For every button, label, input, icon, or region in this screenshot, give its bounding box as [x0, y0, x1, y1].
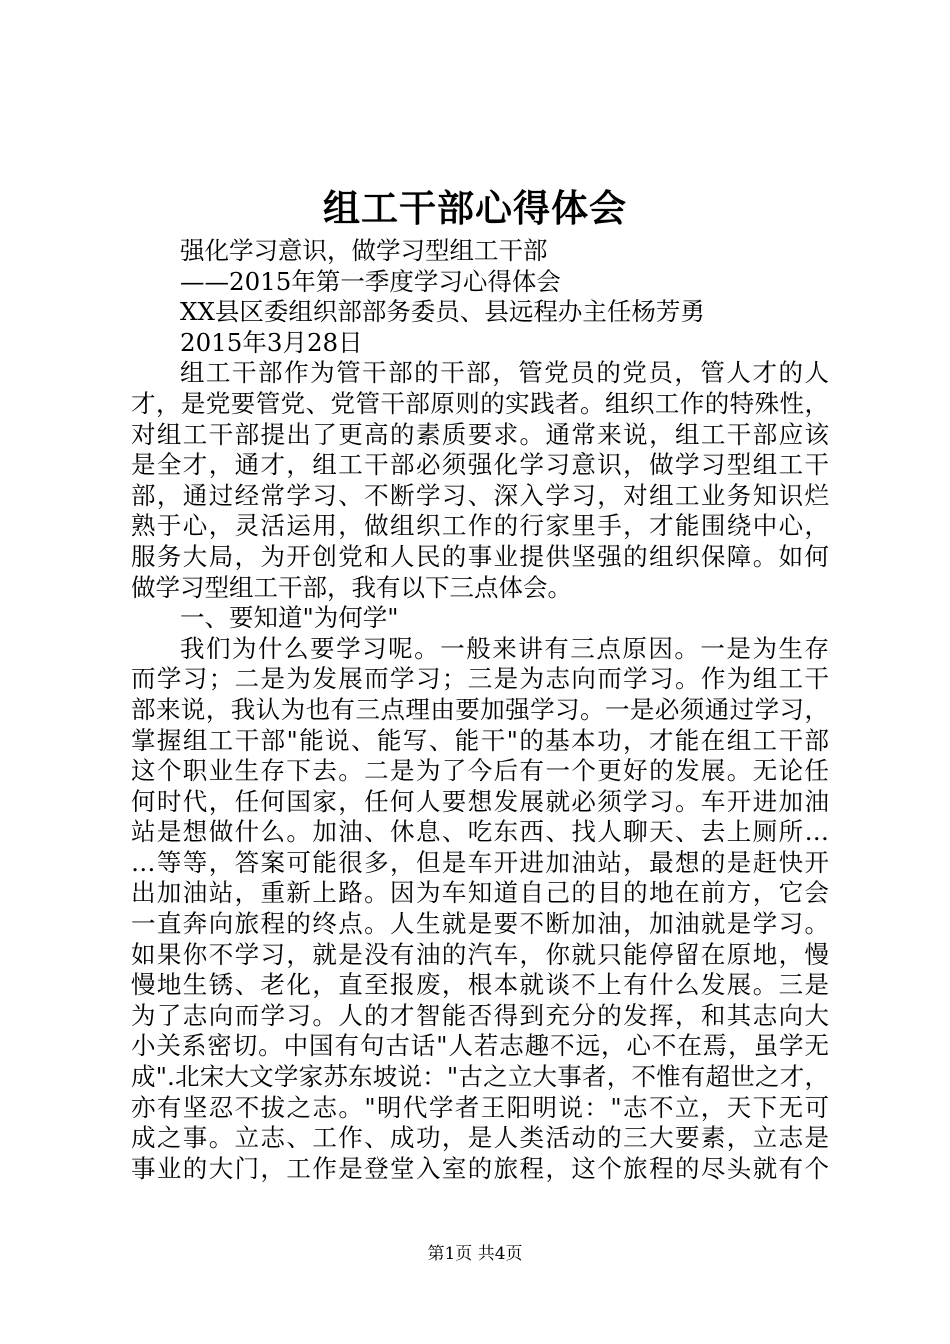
- text-line: 如果你不学习，就是没有油的汽车，你就只能停留在原地，慢: [131, 939, 829, 969]
- text-line: 对组工干部提出了更高的素质要求。通常来说，组工干部应该: [131, 419, 829, 449]
- text-line: 强化学习意识，做学习型组工干部: [180, 236, 548, 265]
- text-line: 这个职业生存下去。二是为了今后有一个更好的发展。无论任: [131, 756, 829, 786]
- page-number: 第1页 共4页: [427, 1244, 523, 1264]
- text-line: 一、要知道"为何学": [180, 603, 399, 633]
- text-line: 成".北宋大文学家苏东坡说："古之立大事者，不惟有超世之才，: [131, 1062, 829, 1092]
- text-line: 部，通过经常学习、不断学习、深入学习，对组工业务知识烂: [131, 480, 829, 510]
- text-line: 亦有坚忍不拔之志。"明代学者王阳明说："志不立，天下无可: [131, 1092, 829, 1122]
- page-title: 组工干部心得体会: [323, 186, 627, 230]
- text-line: 部来说，我认为也有三点理由要加强学习。一是必须通过学习，: [131, 694, 829, 724]
- text-line: 何时代，任何国家，任何人要想发展就必须学习。车开进加油: [131, 786, 829, 816]
- text-line: 为了志向而学习。人的才智能否得到充分的发挥，和其志向大: [131, 1000, 829, 1030]
- text-line: 出加油站，重新上路。因为车知道自己的目的地在前方，它会: [131, 878, 829, 908]
- text-line: 我们为什么要学习呢。一般来讲有三点原因。一是为生存: [180, 633, 829, 663]
- text-line: 而学习；二是为发展而学习；三是为志向而学习。作为组工干: [131, 664, 829, 694]
- text-line: 熟于心，灵活运用，做组织工作的行家里手，才能围绕中心，: [131, 511, 829, 541]
- text-line: 做学习型组工干部，我有以下三点体会。: [131, 572, 572, 602]
- text-line: 掌握组工干部"能说、能写、能干"的基本功，才能在组工干部: [131, 725, 829, 755]
- text-line: 组工干部作为管干部的干部，管党员的党员，管人才的人: [180, 358, 829, 388]
- text-line: XX县区委组织部部务委员、县远程办主任杨芳勇: [180, 297, 705, 327]
- text-line: 小关系密切。中国有句古话"人若志趣不远，心不在焉，虽学无: [131, 1031, 829, 1061]
- text-line: 才，是党要管党、党管干部原则的实践者。组织工作的特殊性，: [131, 388, 829, 418]
- text-line: 慢地生锈、老化，直至报废，根本就谈不上有什么发展。三是: [131, 970, 829, 1000]
- text-line: 事业的大门，工作是登堂入室的旅程，这个旅程的尽头就有个: [131, 1153, 829, 1183]
- text-line: 一直奔向旅程的终点。人生就是要不断加油，加油就是学习。: [131, 909, 829, 939]
- text-line: ——2015年第一季度学习心得体会: [180, 266, 561, 296]
- text-line: 成之事。立志、工作、成功，是人类活动的三大要素，立志是: [131, 1123, 829, 1153]
- text-line: 是全才，通才，组工干部必须强化学习意识，做学习型组工干: [131, 450, 829, 480]
- text-line: 站是想做什么。加油、休息、吃东西、找人聊天、去上厕所…: [131, 817, 829, 847]
- text-line: …等等，答案可能很多，但是车开进加油站，最想的是赶快开: [131, 847, 829, 877]
- text-line: 服务大局，为开创党和人民的事业提供坚强的组织保障。如何: [131, 541, 829, 571]
- text-line: 2015年3月28日: [180, 327, 363, 357]
- document-body: [131, 236, 829, 1184]
